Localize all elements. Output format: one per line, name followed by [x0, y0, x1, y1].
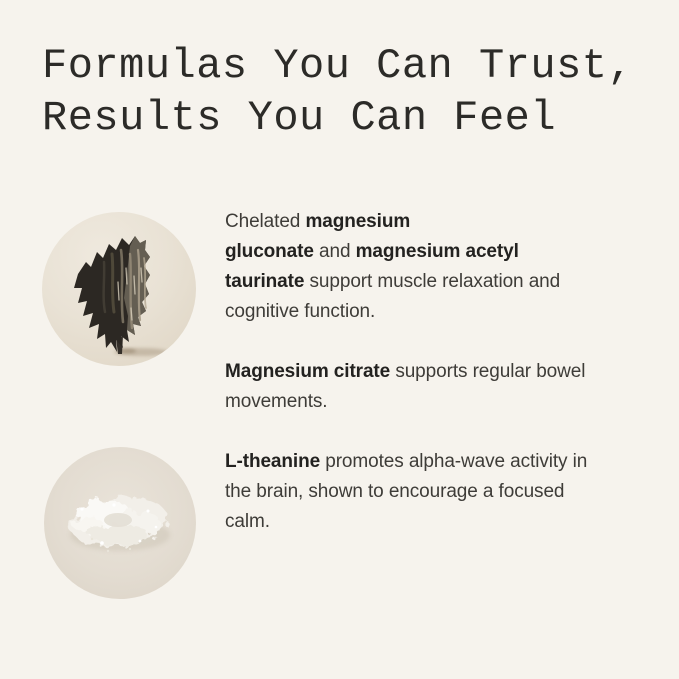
ingredient-paragraph	[225, 207, 657, 327]
ingredient-name-bold: Magnesium citrate	[225, 361, 391, 382]
ingredient-text: the brain, shown to encourage a focused	[225, 481, 565, 502]
ingredient-text: and	[313, 241, 356, 262]
page-title	[42, 40, 633, 144]
ingredient-text: supports regular bowel	[390, 361, 586, 382]
ingredient-text: calm.	[225, 511, 270, 532]
ingredient-descriptions	[225, 207, 657, 567]
page-title-line-2: Results You Can Feel	[42, 94, 557, 142]
ingredient-paragraph	[225, 447, 657, 537]
ingredient-text: Chelated	[225, 211, 306, 232]
ingredient-name-bold: gluconate	[225, 241, 314, 262]
ingredient-text: movements.	[225, 391, 328, 412]
ingredient-text: promotes alpha-wave activity in	[320, 451, 588, 472]
ingredient-name-bold: magnesium acetyl	[355, 241, 519, 262]
ingredient-name-bold: L-theanine	[225, 451, 321, 472]
page-title-line-1: Formulas You Can Trust,	[42, 42, 634, 90]
magnesium-mineral-image	[42, 212, 196, 366]
ingredient-name-bold: taurinate	[225, 271, 305, 292]
l-theanine-powder-image	[44, 447, 196, 599]
ingredient-name-bold: magnesium	[305, 211, 411, 232]
magnesium-chunk-graphic	[42, 212, 196, 366]
ingredient-text: support muscle relaxation and	[304, 271, 561, 292]
ingredient-paragraph	[225, 357, 657, 417]
ingredient-text: cognitive function.	[225, 301, 376, 322]
powder-pile-graphic	[44, 447, 196, 599]
